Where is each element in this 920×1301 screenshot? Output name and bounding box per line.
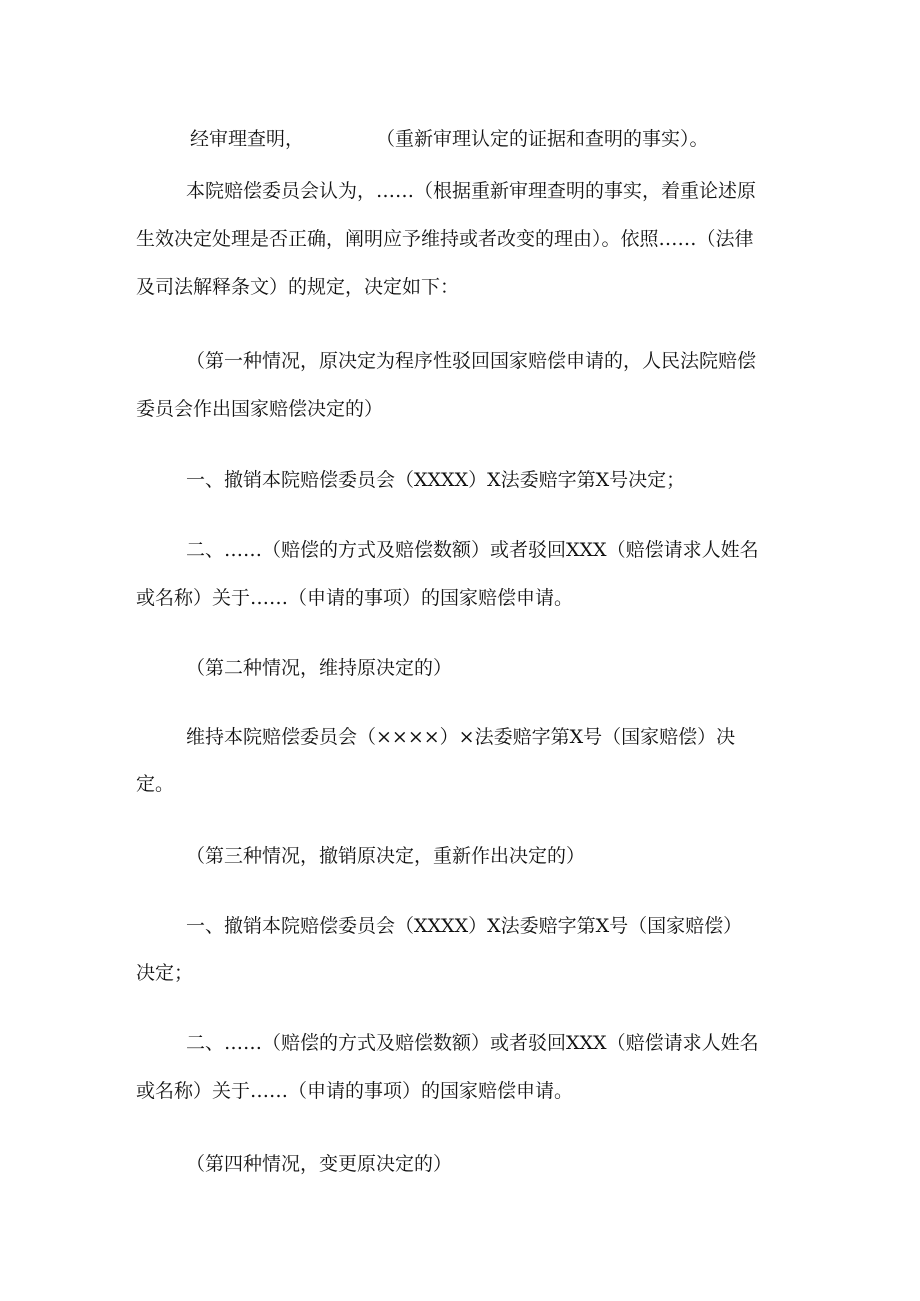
paragraph-line: 委员会作出国家赔偿决定的） [136,398,384,420]
paragraph-line: 或名称）关于……（申请的事项）的国家赔偿申请。 [136,587,574,609]
paragraph-line: 定。 [136,773,175,795]
paragraph-line: 经审理查明， [190,128,305,150]
paragraph-line: 二、……（赔偿的方式及赔偿数额）或者驳回XXX（赔偿请求人姓名 [186,539,759,561]
paragraph-line: 生效决定处理是否正确，阐明应予维持或者改变的理由）。依照……（法律 [136,228,754,250]
paragraph-line: 或名称）关于……（申请的事项）的国家赔偿申请。 [136,1080,574,1102]
paragraph-line: （重新审理认定的证据和查明的事实）。 [376,128,709,150]
paragraph-line: （第四种情况，变更原决定的） [186,1153,453,1175]
paragraph-line: 二、……（赔偿的方式及赔偿数额）或者驳回XXX（赔偿请求人姓名 [186,1032,759,1054]
paragraph-line: 及司法解释条文）的规定，决定如下： [136,276,460,298]
paragraph-line: 本院赔偿委员会认为，……（根据重新审理查明的事实，着重论述原 [186,180,757,202]
paragraph-line: （第一种情况，原决定为程序性驳回国家赔偿申请的，人民法院赔偿 [186,350,757,372]
paragraph-line: 维持本院赔偿委员会（××××）×法委赔字第X号（国家赔偿）决 [186,726,736,748]
paragraph-line: 一、撤销本院赔偿委员会（XXXX）X法委赔字第X号（国家赔偿） [186,915,743,937]
paragraph-line: （第二种情况，维持原决定的） [186,657,453,679]
paragraph-line: 决定； [136,962,194,984]
paragraph-line: （第三种情况，撤销原决定，重新作出决定的） [186,845,586,867]
paragraph-line: 一、撤销本院赔偿委员会（XXXX）X法委赔字第X号决定； [186,469,686,491]
